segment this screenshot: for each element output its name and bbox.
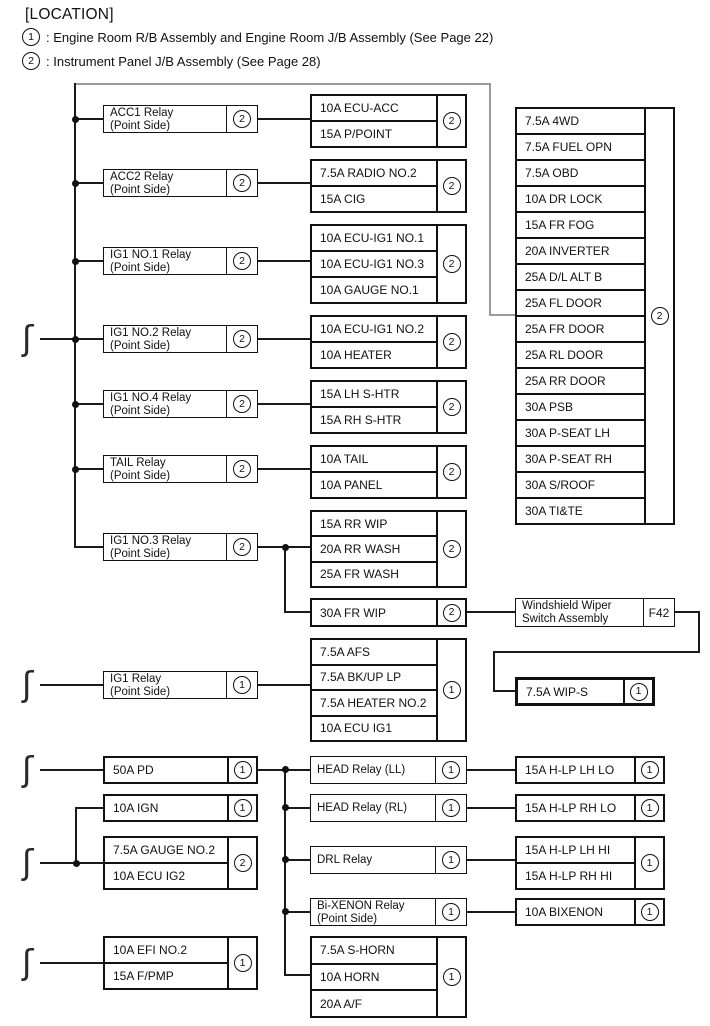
wire: [698, 611, 700, 653]
fuse-row: 30A TI&TE: [525, 504, 583, 518]
relay-box-tail: [103, 455, 258, 483]
relay-name: HEAD Relay (LL): [317, 764, 406, 776]
fuse-row: 10A PANEL: [320, 478, 383, 492]
fuse-row: 7.5A BK/UP LP: [312, 666, 436, 692]
relay-sub: (Point Side): [110, 119, 171, 132]
relay-sub: (Point Side): [110, 261, 171, 274]
legend-text-1: : Engine Room R/B Assembly and Engine Room J/B Assembly (See Page 22): [46, 29, 494, 45]
location-tag: 2: [443, 112, 461, 130]
relay-box-head-ll: [310, 756, 467, 784]
fuse-row: 10A GAUGE NO.1: [320, 283, 419, 297]
wire: [258, 403, 310, 405]
wire: [493, 651, 495, 692]
fuse-row: 7.5A S-HORN: [312, 938, 436, 965]
location-tag: 2: [443, 604, 461, 622]
wiper-switch-box: [515, 598, 675, 627]
location-tag: 1: [233, 676, 251, 694]
relay-box-ig1-no3: [103, 533, 258, 561]
relay-name: IG1 NO.4 Relay: [110, 391, 192, 404]
fuse-row: 30A FR WIP: [320, 605, 387, 620]
fuse-row: 10A ECU-IG1 NO.3: [312, 252, 436, 278]
location-tag: 2: [233, 110, 251, 128]
junction-dot: [72, 116, 79, 123]
relay-sub: (Point Side): [110, 469, 171, 482]
fuse-row: 10A HEATER: [320, 348, 392, 362]
wire: [75, 807, 103, 809]
fuse-row: 50A PD: [113, 763, 154, 777]
location-tag: 1: [442, 799, 460, 817]
location-tag: 1: [234, 799, 252, 817]
fuse-row: 15A P/POINT: [320, 127, 393, 141]
fuse-group-hlp-rh-lo: [515, 794, 665, 822]
wire: [258, 338, 310, 340]
fuse-row: 30A PSB: [517, 395, 644, 421]
fuse-row: 7.5A RADIO NO.2: [312, 161, 436, 187]
wire: [40, 862, 103, 864]
location-tag: 1: [442, 851, 460, 869]
relay-box-bi-xenon: [310, 898, 467, 926]
fuse-group-efi: [103, 936, 258, 990]
wire: [258, 684, 310, 686]
relay-sub: (Point Side): [317, 912, 378, 925]
fuse-row: 10A DR LOCK: [517, 187, 644, 213]
fuse-group-ig1-fuses: [310, 638, 467, 742]
wire: [258, 468, 310, 470]
fuse-group-shtr: [310, 380, 467, 434]
wire: [284, 611, 310, 613]
location-tag: 2: [233, 460, 251, 478]
fuse-group-acc: [310, 94, 467, 148]
location-tag: 1: [641, 903, 659, 921]
location-tag: 1: [442, 761, 460, 779]
fuse-row: 25A FL DOOR: [517, 291, 644, 317]
wire: [75, 468, 103, 470]
relay-name: IG1 NO.2 Relay: [110, 326, 192, 339]
fuse-row: 10A ECU-IG1 NO.1: [312, 226, 436, 252]
fuse-group-hlp-lh-lo: [515, 756, 665, 784]
location-tag: 2: [233, 174, 251, 192]
fuse-row: 10A ECU-ACC: [312, 96, 436, 122]
location-tag: 1: [630, 683, 648, 701]
fuse-row: 20A A/F: [320, 996, 363, 1011]
wire: [284, 974, 310, 976]
location-tag: 1: [443, 968, 461, 986]
fuse-row: 15A CIG: [320, 192, 366, 206]
location-tag: 1: [443, 681, 461, 699]
junction-dot: [282, 804, 289, 811]
wire: [493, 690, 515, 692]
junction-dot: [282, 544, 289, 551]
location-tag: 2: [233, 330, 251, 348]
junction-dot: [73, 860, 80, 867]
wire: [74, 83, 76, 548]
relay-name: IG1 NO.1 Relay: [110, 248, 192, 261]
fuse-row: 10A ECU-IG1 NO.2: [312, 317, 436, 343]
fuse-row: 10A BIXENON: [525, 905, 604, 919]
location-tag: 1: [234, 954, 252, 972]
relay-name: IG1 NO.3 Relay: [110, 534, 192, 547]
wiper-switch-label: Windshield Wiper Switch Assembly: [522, 600, 612, 625]
relay-box-head-rl: [310, 794, 467, 822]
wire: [75, 403, 103, 405]
fuse-row: 7.5A OBD: [517, 161, 644, 187]
relay-name: TAIL Relay: [110, 456, 166, 469]
wire-break-icon: ʃ: [22, 843, 34, 883]
location-tag: 1: [234, 761, 252, 779]
fuse-group-horn: [310, 936, 467, 1018]
wire-break-icon: ʃ: [22, 750, 34, 790]
relay-sub: (Point Side): [110, 547, 171, 560]
location-tag: 2: [234, 854, 252, 872]
wire: [675, 611, 700, 613]
wire: [489, 314, 517, 316]
fuse-group-gauge: [103, 836, 258, 890]
fuse-row: 20A RR WASH: [312, 537, 436, 562]
location-tag: 1: [442, 903, 460, 921]
location-tag: 1: [641, 854, 659, 872]
junction-dot: [282, 856, 289, 863]
relay-box-acc2: [103, 169, 258, 197]
wire: [75, 546, 103, 548]
location-tag: 2: [443, 177, 461, 195]
fuse-group-ig1-a: [310, 224, 467, 304]
wire: [40, 684, 103, 686]
fuse-row: 10A HORN: [312, 965, 436, 992]
fuse-row: 20A INVERTER: [517, 239, 644, 265]
location-2-icon: 2: [22, 52, 40, 70]
fuse-row: 15A H-LP LH HI: [517, 838, 634, 864]
fuse-row: 10A EFI NO.2: [105, 938, 227, 964]
wire: [493, 651, 700, 653]
location-tag: 2: [651, 307, 669, 325]
wire: [75, 118, 103, 120]
junction-dot: [282, 766, 289, 773]
wire: [467, 769, 515, 771]
wire: [258, 118, 310, 120]
relay-box-ig1-no2: [103, 325, 258, 353]
fuse-group-ign: [103, 794, 258, 822]
wire: [75, 182, 103, 184]
fuse-row: 30A P-SEAT RH: [517, 447, 644, 473]
legend-line-2: [22, 52, 321, 70]
location-tag: 2: [443, 398, 461, 416]
wire: [40, 769, 103, 771]
location-tag: 2: [443, 333, 461, 351]
fuse-row: 7.5A FUEL OPN: [517, 135, 644, 161]
location-tag: 2: [233, 538, 251, 556]
fuse-group-wip-s: [515, 677, 655, 706]
relay-name: ACC2 Relay: [110, 170, 174, 183]
wire: [284, 769, 286, 976]
page-title: [LOCATION]: [25, 6, 114, 23]
fuse-row: 15A F/PMP: [113, 969, 174, 983]
location-1-icon: 1: [22, 28, 40, 46]
fuse-row: 10A ECU IG1: [320, 721, 393, 736]
wire: [40, 962, 103, 964]
fuse-group-hlp-hi: [515, 836, 665, 890]
location-tag: 2: [233, 252, 251, 270]
fuse-row: 15A H-LP LH LO: [525, 763, 615, 777]
fuse-row: 7.5A AFS: [312, 640, 436, 666]
legend-line-1: [22, 28, 493, 46]
relay-sub: (Point Side): [110, 404, 171, 417]
instrument-panel-fuse-block: [515, 107, 675, 525]
wire: [467, 859, 515, 861]
wire: [75, 807, 77, 864]
fuse-row: 30A P-SEAT LH: [517, 421, 644, 447]
fuse-group-radio-cig: [310, 159, 467, 213]
fuse-group-ig1-b: [310, 315, 467, 369]
relay-box-drl: [310, 846, 467, 874]
location-tag: 2: [233, 395, 251, 413]
wire: [258, 182, 310, 184]
connector-tag: F42: [648, 605, 670, 620]
fuse-row: 15A FR FOG: [517, 213, 644, 239]
fuse-group-bixenon: [515, 898, 665, 926]
fuse-row: 7.5A GAUGE NO.2: [105, 838, 227, 864]
relay-box-ig1: [103, 671, 258, 699]
relay-sub: (Point Side): [110, 183, 171, 196]
junction-dot: [72, 401, 79, 408]
fuse-row: 15A H-LP RH HI: [525, 869, 613, 883]
fuse-group-wiper-washer: [310, 510, 467, 588]
location-tag: 1: [641, 799, 659, 817]
fuse-row: 25A D/L ALT B: [517, 265, 644, 291]
fuse-row: 25A FR DOOR: [517, 317, 644, 343]
fuse-row: 15A H-LP RH LO: [525, 801, 617, 815]
fuse-row: 10A IGN: [113, 801, 159, 815]
relay-name: Bi-XENON Relay: [317, 899, 405, 912]
junction-dot: [282, 908, 289, 915]
junction-dot: [72, 258, 79, 265]
fuse-row: 10A ECU IG2: [113, 869, 186, 883]
location-tag: 2: [443, 463, 461, 481]
relay-box-ig1-no1: [103, 247, 258, 275]
fuse-row: 15A RH S-HTR: [320, 413, 402, 427]
legend-text-2: : Instrument Panel J/B Assembly (See Page 28): [46, 53, 321, 69]
wire: [489, 83, 491, 316]
relay-name: IG1 Relay: [110, 672, 162, 685]
wire: [75, 260, 103, 262]
relay-sub: (Point Side): [110, 339, 171, 352]
fuse-row: 15A RR WIP: [312, 512, 436, 537]
relay-name: ACC1 Relay: [110, 106, 174, 119]
fuse-row: 7.5A HEATER NO.2: [312, 691, 436, 717]
junction-dot: [72, 466, 79, 473]
fuse-row: 15A LH S-HTR: [312, 382, 436, 408]
fuse-row: 10A TAIL: [312, 447, 436, 473]
wire: [75, 83, 491, 85]
wire: [467, 611, 515, 613]
location-tag: 1: [641, 761, 659, 779]
relay-box-acc1: [103, 105, 258, 133]
wire: [284, 547, 286, 613]
fuse-row: 7.5A 4WD: [517, 109, 644, 135]
wire: [258, 260, 310, 262]
junction-dot: [72, 336, 79, 343]
location-tag: 2: [443, 540, 461, 558]
relay-name: HEAD Relay (RL): [317, 802, 408, 814]
relay-sub: (Point Side): [110, 685, 171, 698]
wire: [467, 807, 515, 809]
wire-break-icon: ʃ: [22, 665, 34, 705]
relay-box-ig1-no4: [103, 390, 258, 418]
fuse-group-pd: [103, 756, 258, 784]
wire-break-icon: ʃ: [22, 943, 34, 983]
fuse-row: 25A RR DOOR: [517, 369, 644, 395]
relay-name: DRL Relay: [317, 854, 373, 866]
fuse-row: 30A S/ROOF: [517, 473, 644, 499]
fuse-row: 7.5A WIP-S: [526, 684, 589, 699]
location-tag: 2: [443, 255, 461, 273]
fuse-row: 25A RL DOOR: [517, 343, 644, 369]
wire: [467, 911, 515, 913]
wire-break-icon: ʃ: [22, 319, 34, 359]
fuse-group-fr-wip: [310, 598, 467, 627]
fuse-group-tail-panel: [310, 445, 467, 499]
fuse-row: 25A FR WASH: [320, 567, 399, 582]
junction-dot: [72, 180, 79, 187]
